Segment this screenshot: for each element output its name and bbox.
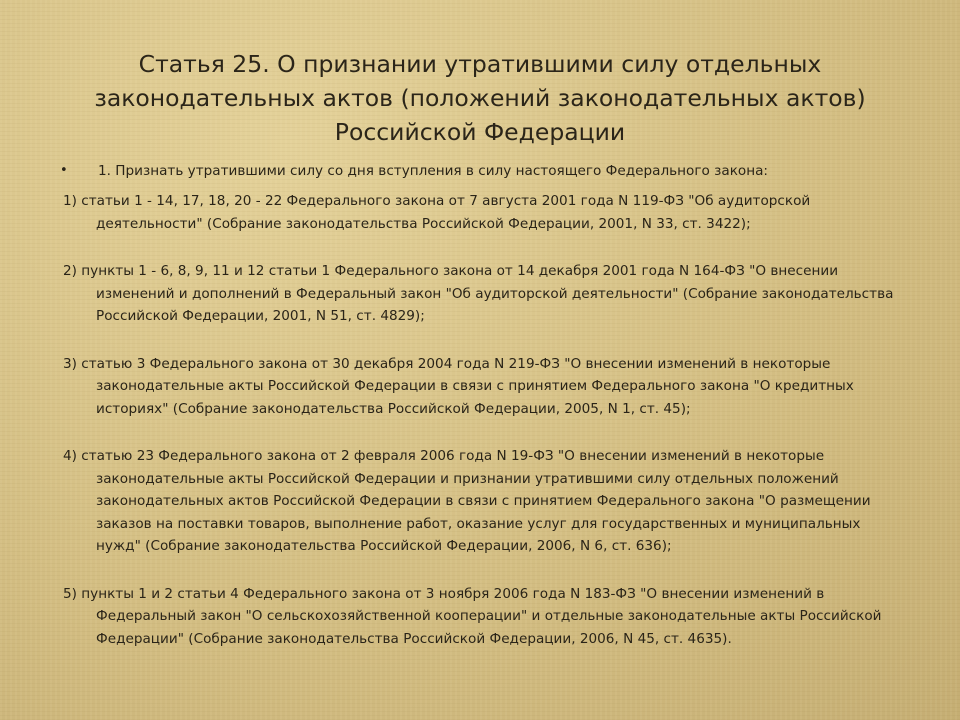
slide-title: Статья 25. О признании утратившими силу отдельных законодательных актов (положений законодательных актов) Российской Федерации	[94, 50, 866, 146]
bullet-icon: •	[60, 163, 68, 178]
list-item-5: 5) пункты 1 и 2 статьи 4 Федерального закона от 3 ноября 2006 года N 183-ФЗ "О внесении изменений в Федеральный закон "О сельскохозяйственной кооперации" и отдельные законодательные акты Российской Федерации" (Собрание законодательства Российской Федерации, 2006, N 45, ст. 4635).	[63, 585, 882, 647]
intro-text: 1. Признать утратившими силу со дня вступления в силу настоящего Федерального закона:	[98, 163, 769, 179]
list-item-2: 2) пункты 1 - 6, 8, 9, 11 и 12 статьи 1 Федерального закона от 14 декабря 2001 года N 164-ФЗ "О внесении изменений и дополнений в Федеральный закон "Об аудиторской деятельности" (Собрание законодательства Российской Федерации, 2001, N 51, ст. 4829);	[63, 263, 894, 324]
list-item-1: 1) статьи 1 - 14, 17, 18, 20 - 22 Федерального закона от 7 августа 2001 года N 119-ФЗ "Об аудиторской деятельности" (Собрание законодательства Российской Федерации, 2001, N 33, ст. 3422);	[63, 193, 811, 232]
list-item-3: 3) статью 3 Федерального закона от 30 декабря 2004 года N 219-ФЗ "О внесении изменений в некоторые законодательные акты Российской Федерации в связи с принятием Федерального закона "О кредитных историях" (Собрание законодательства Российской Федерации, 2005, N 1, ст. 45);	[63, 355, 854, 417]
repealed-acts-list	[63, 190, 903, 675]
list-item-4: 4) статью 23 Федерального закона от 2 февраля 2006 года N 19-ФЗ "О внесении изменений в некоторые законодательные акты Российской Федерации и признании утратившими силу отдельных положений законодательных актов Российской Федерации в связи с принятием Федерального закона "О размещении заказов на поставки товаров, выполнение работ, оказание услуг для государственных и муниципальных нужд" (Собрание законодательства Российской Федерации, 2006, N 6, ст. 636);	[63, 448, 871, 554]
intro-paragraph	[60, 161, 930, 181]
